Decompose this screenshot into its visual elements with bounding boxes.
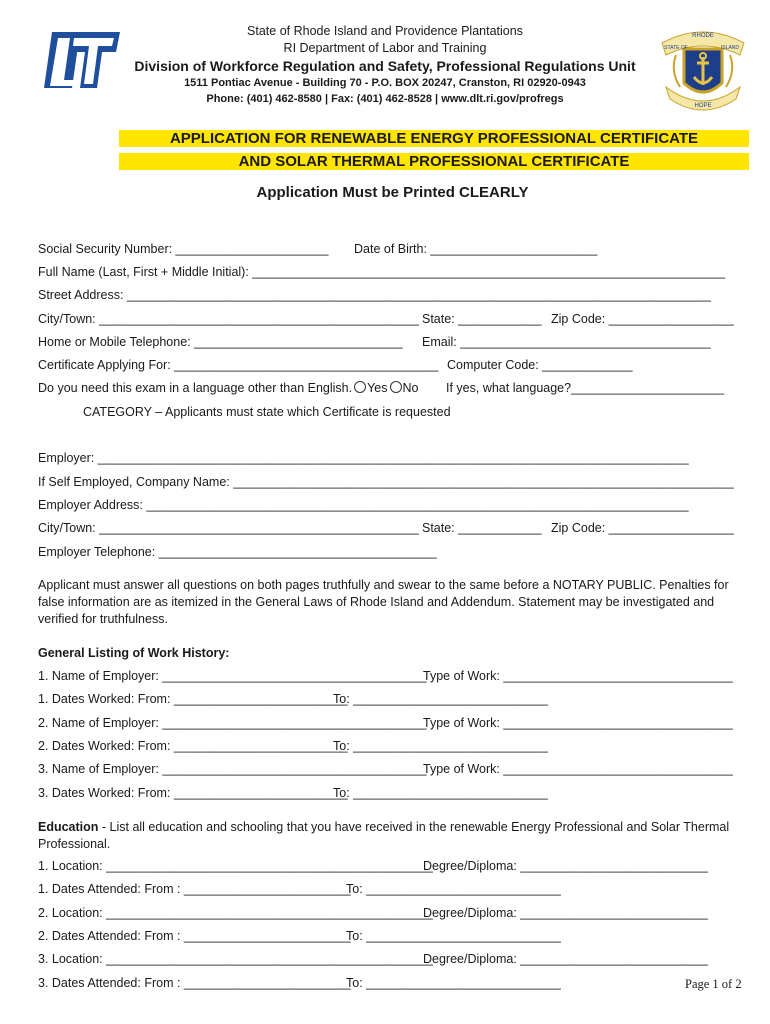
education-row-1-left[interactable]: 1. Location: _______________________________________________ [38,859,433,873]
email-field[interactable]: Email: ____________________________________ [422,335,711,349]
dob-field[interactable]: Date of Birth: ________________________ [354,242,598,256]
education-row-2-left[interactable]: 1. Dates Attended: From : ________________________ [38,882,351,897]
header-department: RI Department of Labor and Training [283,41,487,55]
education-intro [38,819,750,853]
education-heading: Education [38,820,99,834]
work-history-row-3-left[interactable]: 2. Name of Employer: ______________________________________ [38,715,427,730]
yes-label: Yes [367,381,388,395]
work-history-row-4-left[interactable]: 2. Dates Worked: From: _________________________ [38,738,348,753]
education-row-2-right[interactable]: To: ____________________________ [346,882,561,897]
work-history-row-1-right[interactable]: Type of Work: _________________________________ [423,669,733,683]
title-line-2: AND SOLAR THERMAL PROFESSIONAL CERTIFICATE [119,153,749,170]
yes-radio[interactable] [354,381,366,393]
work-history-row-3-right[interactable]: Type of Work: _________________________________ [423,715,733,730]
employer-field[interactable]: Employer: _____________________________________________________________________________________ [38,451,689,465]
seal-left-text: STATE OF [664,45,688,51]
header-address: 1511 Pontiac Avenue - Building 70 - P.O. BOX 20247, Cranston, RI 02920-0943 [184,77,586,89]
work-history-heading: General Listing of Work History: [38,646,230,660]
category-note: CATEGORY – Applicants must state which Certificate is requested [83,405,451,419]
no-radio[interactable] [390,381,402,393]
no-label: No [402,381,419,395]
employer-zip-field[interactable]: Zip Code: __________________ [551,521,734,535]
employer-state-field[interactable]: State: ____________ [422,521,542,535]
employer-address-field[interactable]: Employer Address: ______________________________________________________________________________ [38,498,689,512]
language-question-label: Do you need this exam in a language other than English. [38,381,353,395]
header-division: Division of Workforce Regulation and Safety, Professional Regulations Unit [134,58,636,74]
seal-top-text: RHODE [692,33,714,39]
seal-motto: HOPE [694,103,712,109]
state-field[interactable]: State: ____________ [422,312,542,326]
page-number: Page 1 of 2 [685,977,742,991]
title-line-1: APPLICATION FOR RENEWABLE ENERGY PROFESSIONAL CERTIFICATE [119,130,749,147]
notary-statement: Applicant must answer all questions on both pages truthfully and swear to the same before a NOTARY PUBLIC. Penalties for false information are as itemized in the General Laws of Rhode Island and Addendum. Statement may be investigated and verified for truthfulness. [38,578,729,626]
education-row-4-right[interactable]: To: ____________________________ [346,928,561,943]
education-row-5-left[interactable]: 3. Location: _______________________________________________ [38,952,433,967]
education-row-6-right[interactable]: To: ____________________________ [346,975,561,990]
employer-telephone-field[interactable]: Employer Telephone: ________________________________________ [38,545,437,559]
certificate-field[interactable]: Certificate Applying For: ______________________________________ [38,358,439,372]
header-state: State of Rhode Island and Providence Plantations [247,24,523,38]
city-field[interactable]: City/Town: ______________________________________________ [38,312,419,326]
employer-city-field[interactable]: City/Town: ______________________________________________ [38,521,419,535]
street-address-field[interactable]: Street Address: ____________________________________________________________________________________ [38,288,711,302]
work-history-row-2-left[interactable]: 1. Dates Worked: From: _________________________ [38,692,348,707]
work-history-row-4-right[interactable]: To: ____________________________ [333,738,548,753]
zip-field[interactable]: Zip Code: __________________ [551,312,734,326]
self-employed-field[interactable]: If Self Employed, Company Name: ________________________________________________________________________ [38,475,734,489]
seal-right-text: ISLAND [720,45,740,51]
language-which-field[interactable]: If yes, what language?______________________ [446,381,725,395]
header-contact: Phone: (401) 462-8580 | Fax: (401) 462-8528 | www.dlt.ri.gov/profregs [206,93,564,105]
education-row-1-right[interactable]: Degree/Diploma: ___________________________ [423,859,708,873]
work-history-row-5-left[interactable]: 3. Name of Employer: ______________________________________ [38,762,427,777]
language-question [38,381,419,395]
education-row-6-left[interactable]: 3. Dates Attended: From : ________________________ [38,975,351,990]
education-row-3-left[interactable]: 2. Location: _______________________________________________ [38,905,433,920]
full-name-field[interactable]: Full Name (Last, First + Middle Initial): ____________________________________________________________________ [38,265,726,279]
work-history-row-5-right[interactable]: Type of Work: _________________________________ [423,762,733,777]
computer-code-field[interactable]: Computer Code: _____________ [447,358,633,372]
page-subtitle: Application Must be Printed CLEARLY [256,184,529,201]
work-history-row-6-right[interactable]: To: ____________________________ [333,785,548,800]
education-row-5-right[interactable]: Degree/Diploma: ___________________________ [423,952,708,967]
education-row-4-left[interactable]: 2. Dates Attended: From : ________________________ [38,928,351,943]
education-row-3-right[interactable]: Degree/Diploma: ___________________________ [423,905,708,920]
education-intro-text: - List all education and schooling that you have received in the renewable Energy Professional and Solar Thermal Professional. [38,820,730,851]
ssn-field[interactable]: Social Security Number: ______________________ [38,242,329,256]
work-history-row-1-left[interactable]: 1. Name of Employer: ______________________________________ [38,669,427,683]
work-history-row-2-right[interactable]: To: ____________________________ [333,692,548,707]
phone-field[interactable]: Home or Mobile Telephone: ______________________________ [38,335,403,349]
work-history-row-6-left[interactable]: 3. Dates Worked: From: _________________________ [38,785,348,800]
